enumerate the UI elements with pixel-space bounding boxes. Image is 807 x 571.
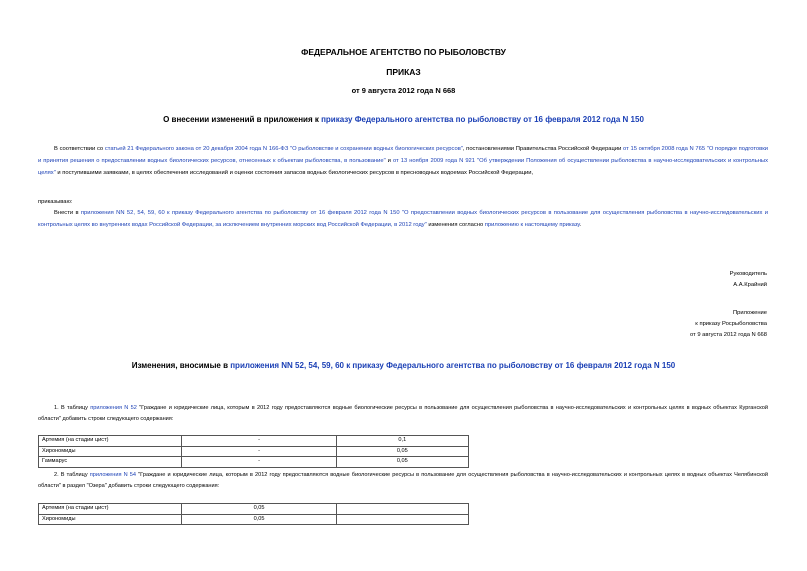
preamble-link-law[interactable]: статьей 21 Федерального закона от 20 декабря 2004 года N 166-ФЗ "О рыболовстве и сохранении водных биологических ресурсов" [104, 146, 463, 152]
table-cell: Гаммарус [39, 457, 182, 468]
preamble-text-4: и поступившими заявками, в целях обеспечения исследований и оценки состояния запасов водных биологических ресурсов в пресноводных водоемах Российской Федерации, [55, 170, 534, 176]
table-cell: 0,05 [336, 457, 468, 468]
preamble-link-921[interactable]: от 13 ноября 2009 года N 921 "Об утверждении Положения об осуществлении рыболовства в научно-исследовательских и контрольных целях" [38, 158, 768, 176]
changes-heading-text: Изменения, вносимые в [131, 361, 231, 370]
table-cell: Хирономиды [39, 446, 182, 457]
table-cell: 0,05 [336, 446, 468, 457]
item2-text-2: "Граждане и юридические лица, которым в 2012 году предоставляются водные биологические ресурсы в пользование для осуществления рыболовства в научно-исследовательских и контрольных целях в водных объектах Челябинской области" в раздел "Озера" добавить строки следующего содержания: [38, 472, 768, 489]
preamble-paragraph [38, 143, 768, 179]
doc-type: ПРИКАЗ [386, 67, 421, 77]
appendix-line-3: от 9 августа 2012 года N 668 [689, 332, 767, 338]
table-row [39, 504, 469, 515]
table-row [39, 446, 469, 457]
table-appendix-52 [38, 435, 469, 468]
changes-heading-link[interactable]: приложения NN 52, 54, 59, 60 к приказу Федерального агентства по рыболовству от 16 февраля 2012 года N 150 [230, 361, 676, 370]
order-word: приказываю: [38, 199, 73, 205]
item2-text-1: 2. В таблицу [54, 472, 90, 478]
changes-heading [0, 361, 807, 370]
item1-text-2: "Граждане и юридические лица, которым в 2012 году предоставляются водные биологические ресурсы в пользование для осуществления рыболовства в научно-исследовательских и контрольных целях в водных объектах Курганской области" добавить строки следующего содержания: [38, 405, 768, 422]
agency-title: ФЕДЕРАЛЬНОЕ АГЕНТСТВО ПО РЫБОЛОВСТВУ [301, 47, 506, 57]
preamble-text-3: и [385, 158, 393, 164]
order-link-appendices[interactable]: приложения NN 52, 54, 59, 60 к приказу Федерального агентства по рыболовству от 16 февраля 2012 года N 150 "О предоставлении водных биологических ресурсов в пользование для осуществления рыболовства в научно-исследовательских и контрольных целях во внутренних водах Российской Федерации, за исключением внутренних морских вод Российской Федерации, в 2012 году" [38, 210, 768, 228]
preamble-text-2: , постановлениями Правительства Российской Федерации [462, 146, 624, 152]
order-link-appendix[interactable]: приложению к настоящему приказу [484, 222, 580, 228]
order-text-1: Внести в [54, 210, 81, 216]
table-cell: 0,1 [336, 436, 468, 447]
table-cell: 0,05 [182, 514, 336, 525]
order-heading [0, 115, 807, 124]
appendix-reference [690, 308, 767, 341]
preamble-link-765[interactable]: от 15 октября 2008 года N 765 "О порядке подготовки и принятия решения о предоставлении водных биологических ресурсов, отнесенных к объектам рыболовства, в пользование" [38, 146, 768, 164]
table-cell: - [182, 446, 336, 457]
item2-link[interactable]: приложения N 54 [89, 472, 137, 478]
signature-block [730, 269, 767, 291]
table-cell: - [182, 457, 336, 468]
order-text-2: изменения согласно [426, 222, 485, 228]
signature-role: Руководитель [729, 271, 767, 277]
table-row [39, 514, 469, 525]
table-cell [336, 504, 468, 515]
order-paragraph [38, 207, 768, 231]
signature-name: А.А.Крайний [733, 282, 767, 288]
change-item-2 [38, 470, 768, 492]
order-date: от 9 августа 2012 года N 668 [351, 86, 456, 95]
order-text-3: . [579, 222, 582, 228]
table-cell: Артемия (на стадии цист) [39, 504, 182, 515]
appendix-line-1: Приложение [732, 310, 767, 316]
table-appendix-54 [38, 503, 469, 525]
table-cell: 0,05 [182, 504, 336, 515]
table-cell: Хирономиды [39, 514, 182, 525]
table-cell: - [182, 436, 336, 447]
change-item-1 [38, 403, 768, 425]
table-cell [336, 514, 468, 525]
preamble-text-1: В соответствии со [54, 146, 105, 152]
table-row [39, 457, 469, 468]
item1-text-1: 1. В таблицу [54, 405, 91, 411]
item1-link[interactable]: приложения N 52 [90, 405, 137, 411]
table-row [39, 436, 469, 447]
table-cell: Артемия (на стадии цист) [39, 436, 182, 447]
appendix-line-2: к приказу Росрыболовства [695, 321, 767, 327]
heading-text: О внесении изменений в приложения к [163, 115, 322, 124]
heading-link[interactable]: приказу Федерального агентства по рыболовству от 16 февраля 2012 года N 150 [321, 115, 644, 124]
